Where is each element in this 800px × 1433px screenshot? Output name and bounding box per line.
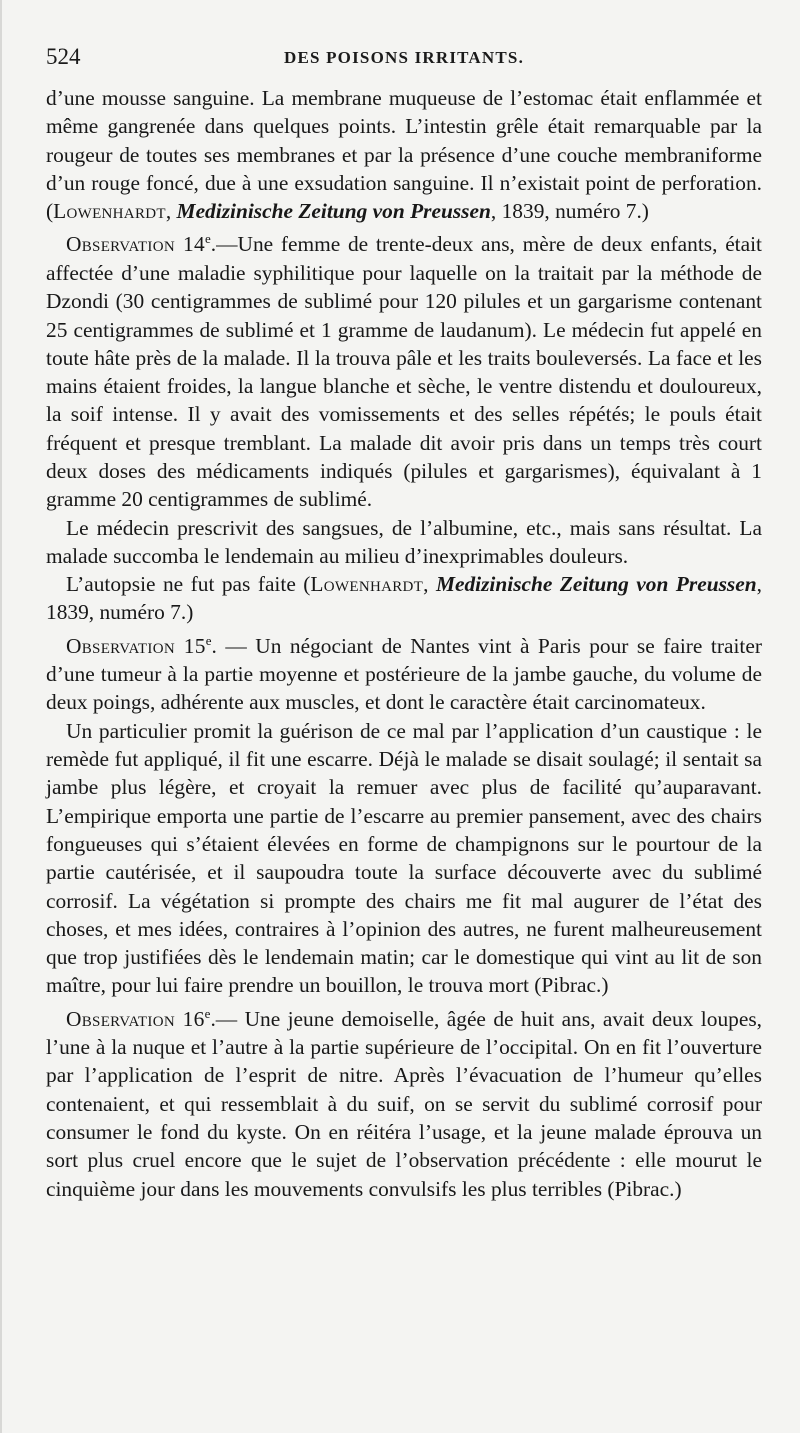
body-text bbox=[46, 84, 762, 1203]
smallcaps-run: Lowenhardt bbox=[53, 199, 166, 224]
text-run: .—Une femme de trente-deux ans, mère de deux enfants, était affectée d’une maladie syphilitique pour laquelle on la traitait par la méthode de Dzondi (30 centigrammes de sublimé pour 120 pilules et un gargarisme contenant 25 centigrammes de sublimé et 1 gramme de laudanum). Le médecin fut appelé en toute hâte près de la malade. Il la trouva pâle et les traits bouleversés. La face et les mains étaient froides, la langue blanche et sèche, le ventre distendu et douloureux, la soif intense. Il y avait des vomissements et des selles répétés; le pouls était fréquent et presque tremblant. La malade dit avoir pris dans un temps très court deux doses des médicaments indiqués (pilules et gargarismes), équivalant à 1 gramme 20 centigrammes de sublimé. bbox=[46, 232, 763, 512]
text-run: L’autopsie ne fut pas faite ( bbox=[66, 572, 311, 597]
paragraph bbox=[46, 225, 762, 513]
ordinal-suffix: e bbox=[204, 231, 211, 247]
citation-title: Medizinische Zeitung von Preussen bbox=[435, 572, 757, 597]
paragraph bbox=[46, 84, 762, 225]
text-run: .— Une jeune demoiselle, âgée de huit ans, avait deux loupes, l’une à la nuque et l’autre à la partie supérieure de l’occipital. On en fit l’ouverture par l’application de l’esprit de nitre. Après l’évacuation de l’humeur qu’elles contenaient, et qui ressemblait à du suif, on se servit du sublimé corrosif pour consumer le fond du kyste. On en réitéra l’usage, et la jeune malade éprouva un sort plus cruel encore que le sujet de l’observation précédente : elle mourut le cinquième jour dans les mouvements convulsifs les plus terribles (Pibrac.) bbox=[46, 1006, 763, 1201]
paragraph bbox=[46, 514, 762, 571]
page-header bbox=[46, 44, 762, 78]
text-run: , bbox=[423, 572, 436, 597]
text-run: , 1839, numéro 7.) bbox=[46, 572, 762, 625]
paragraph bbox=[46, 1000, 762, 1203]
paragraph bbox=[46, 570, 762, 627]
ordinal-suffix: e bbox=[204, 1005, 211, 1021]
citation-title: Medizinische Zeitung von Preussen bbox=[176, 199, 491, 224]
paragraph bbox=[46, 717, 762, 1000]
text-run: d’une mousse sanguine. La membrane muqueuse de l’estomac était enflammée et même gangrenée dans quelques points. L’intestin grêle était remarquable par la rougeur de toutes ses membranes et par la présence d’une couche membraniforme d’un rouge foncé, due à une exsudation sanguine. Il n’existait point de perforation. ( bbox=[46, 86, 762, 224]
text-run: Le médecin prescrivit des sangsues, de l’albumine, etc., mais sans résultat. La malade succomba le lendemain au milieu d’inexprimables douleurs. bbox=[46, 515, 762, 568]
smallcaps-run: Lowenhardt bbox=[310, 572, 424, 597]
text-run: , bbox=[165, 199, 177, 224]
ordinal-suffix: e bbox=[205, 632, 212, 648]
text-run: Un particulier promit la guérison de ce mal par l’application d’un caustique : le remède fut appliqué, il fit une escarre. Déjà le malade se disait soulagé; il sentait sa jambe plus légère, et croyait la remuer avec plus de facilité qu’auparavant. L’empirique emporta une partie de l’escarre au premier pansement, avec des chairs fongueuses qui s’étaient élevées en forme de champignons sur le pourtour de la partie cautérisée, et il saupoudra toute la surface découverte avec du sublimé corrosif. La végétation si prompte des chairs me fit mal augurer de l’état des choses, et mes idées, contraires à l’opinion des autres, ne furent malheureusement que trop justifiées dès le lendemain matin; car le domestique qui vint au lit de son maître, pour lui faire prendre un bouillon, le trouva mort (Pibrac.) bbox=[46, 718, 762, 998]
smallcaps-run: Observation 15 bbox=[66, 633, 206, 658]
running-title: DES POISONS IRRITANTS. bbox=[283, 48, 525, 67]
paragraph bbox=[46, 627, 762, 717]
text-run: . — Un négociant de Nantes vint à Paris pour se faire traiter d’une tumeur à la partie moyenne et postérieure de la jambe gauche, du volume de deux poings, adhérente aux muscles, et dont le caractère était carcinomateux. bbox=[46, 633, 762, 715]
text-run: , 1839, numéro 7.) bbox=[490, 199, 649, 224]
smallcaps-run: Observation 14 bbox=[66, 232, 205, 257]
smallcaps-run: Observation 16 bbox=[66, 1006, 205, 1031]
page-number: 524 bbox=[46, 44, 81, 69]
